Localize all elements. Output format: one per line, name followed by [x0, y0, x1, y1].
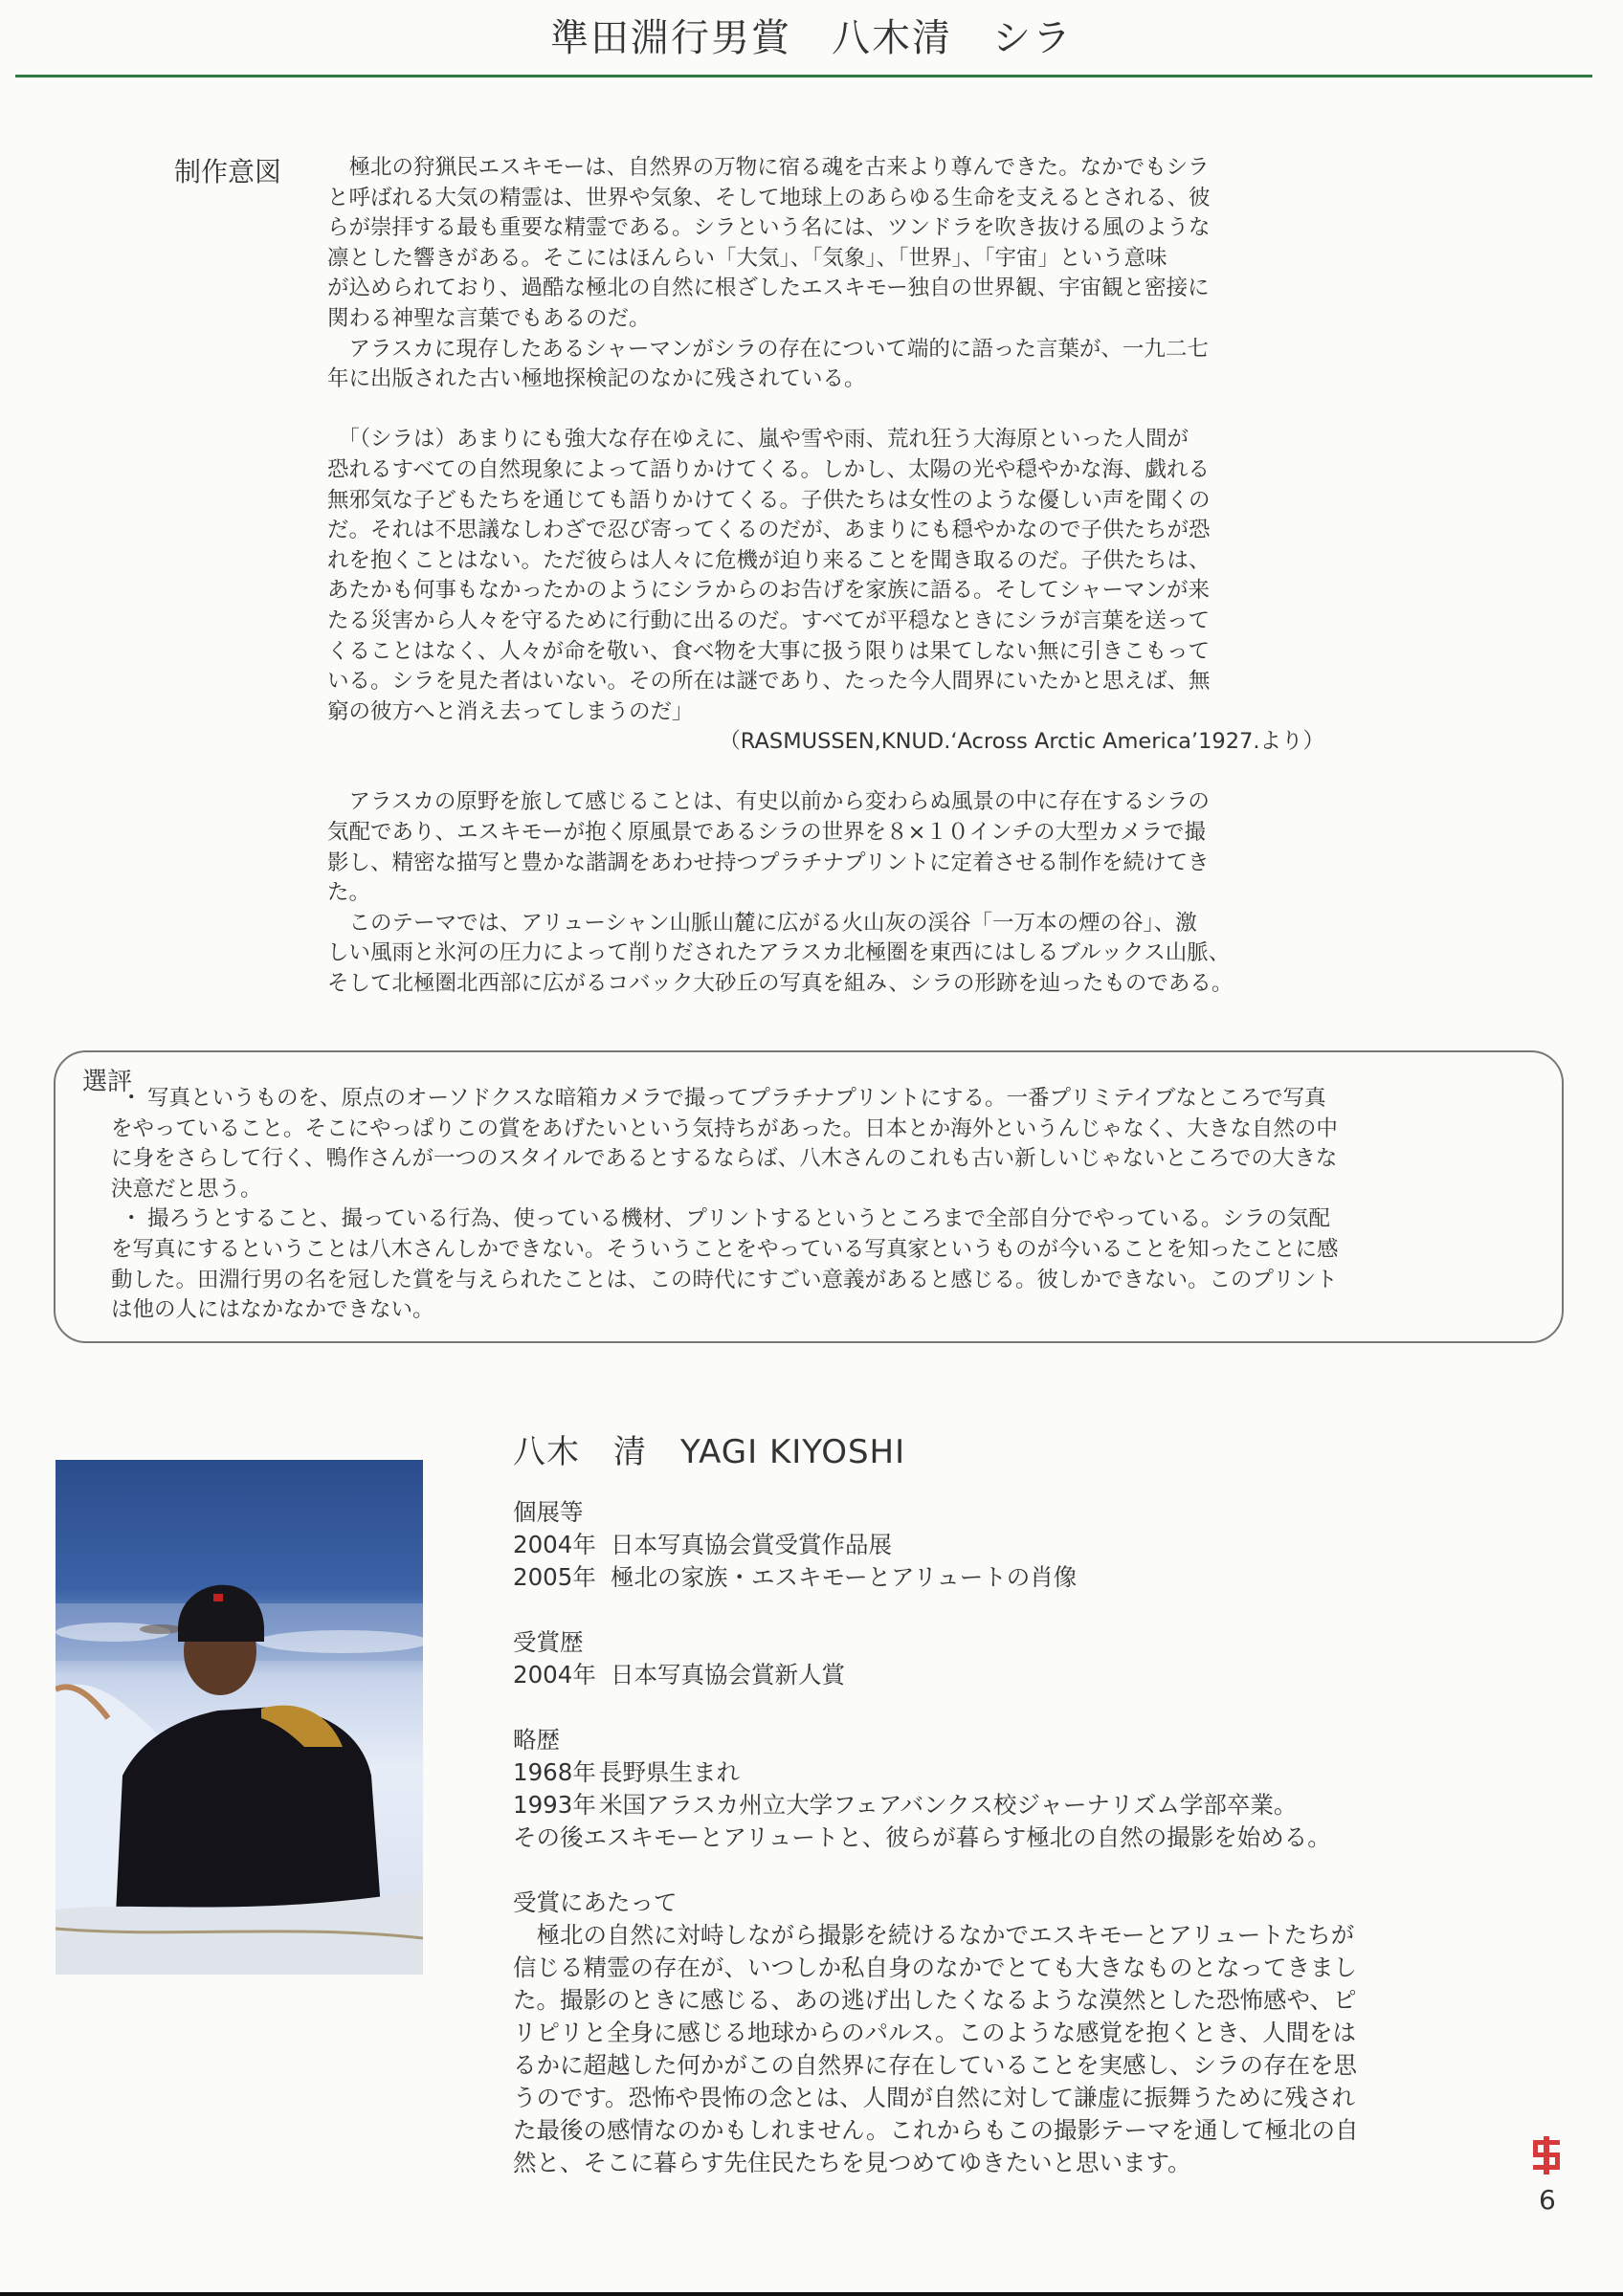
quote-line: あたかも何事もなかったかのようにシラからのお告げを家族に語る。そしてシャーマンが来 [327, 578, 1211, 604]
portrait-illustration [56, 1460, 423, 1975]
quote-line: 無邪気な子どもたちを通じても語りかけてくる。子供たちは女性のような優しい声を聞くの [327, 487, 1211, 513]
history-item [513, 1756, 1508, 1789]
intent-line: 関わる神聖な言葉でもあるのだ。 [327, 305, 651, 331]
exhibition-item [513, 1529, 1508, 1561]
bullet-icon: ・ [121, 1206, 143, 1232]
year: 1968年 [513, 1758, 596, 1786]
history-text: 長野県生まれ [599, 1758, 740, 1786]
paragraph-gap [327, 395, 1332, 426]
review-item-line: を写真にするということは八木さんしかできない。そういうことをやっている写真家というものが今いることを知ったことに感 [111, 1236, 1339, 1262]
review-item-line: に身をさらして行く、鴨作さんが一つのスタイルであるとするならば、八木さんのこれも古い新しいじゃないところでの大きな [111, 1146, 1338, 1172]
review-item-line: をやっていること。そこにやっぱりこの賞をあげたいという気持ちがあった。日本とか海外というんじゃなく、大きな自然の中 [111, 1115, 1338, 1141]
intent-line: アラスカに現存したあるシャーマンがシラの存在について端的に語った言葉が、一九二七 [327, 336, 1209, 362]
bullet-icon: ・ [121, 1086, 143, 1111]
quote-line: くることはなく、人々が命を敬い、食べ物を大事に扱う限りは果てしない無に引きこもって [327, 638, 1211, 664]
header-divider [15, 75, 1592, 77]
quote-line: だ。それは不思議なしわざで忍び寄ってくるのだが、あまりにも穏やかなので子供たちが恐 [327, 518, 1211, 543]
year: 2005年 [513, 1563, 596, 1591]
intent-line: 凛とした響きがある。そこにはほんらい「大気」、「気象」、「世界」、「宇宙」という意味 [327, 245, 1167, 271]
quote-line: たる災害から人々を守るために行動に出るのだ。すべてが平穏なときにシラが言葉を送って [327, 607, 1211, 633]
exhibition-text: 日本写真協会賞受賞作品展 [611, 1531, 892, 1558]
statement-line: うのです。恐怖や畏怖の念とは、人間が自然に対して謙虚に振舞うために残され [513, 2084, 1356, 2111]
review-body [111, 1084, 1527, 1326]
exhibition-item [513, 1561, 1508, 1594]
quote-line: 「（シラは）あまりにも強大な存在ゆえに、嵐や雪や雨、荒れ狂う大海原といった人間が [327, 427, 1189, 453]
review-heading: 選評 [82, 1068, 133, 1096]
intent-label: 制作意図 [174, 156, 282, 188]
award-text: 日本写真協会賞新人賞 [611, 1661, 845, 1689]
statement-line: 信じる精霊の存在が、いつしか私自身のなかでとても大きなものとなってきまし [513, 1954, 1357, 1981]
review-item-line: 決意だと思う。 [111, 1176, 262, 1202]
intent-line: アラスカの原野を旅して感じることは、有史以前から変わらぬ風景の中に存在するシラの [327, 789, 1210, 815]
quote-line: 窮の彼方へと消え去ってしまうのだ」 [327, 698, 694, 724]
review-text: 写真というものを、原点のオーソドクスな暗箱カメラで撮ってプラチナプリントにする。一番プリミテイブなところで写真 [147, 1086, 1326, 1111]
intent-line: た。 [327, 880, 371, 906]
quote-line: 恐れるすべての自然現象によって語りかけてくる。しかし、太陽の光や穏やかな海、戯れる [327, 456, 1211, 482]
section-gap [513, 1691, 1508, 1724]
statement-line: 極北の自然に対峙しながら撮影を続けるなかでエスキモーとアリュートたちが [513, 1921, 1355, 1949]
review-item-line: は他の人にはなかなかできない。 [111, 1297, 434, 1323]
intent-line: 極北の狩猟民エスキモーは、自然界の万物に宿る魂を古来より尊んできた。なかでもシラ [327, 155, 1210, 180]
history-continuation: その後エスキモーとアリュートと、彼らが暮らす極北の自然の撮影を始める。 [513, 1823, 1331, 1851]
section-gap [513, 1854, 1508, 1887]
quote-line: れを抱くことはない。ただ彼らは人々に危機が迫り来ることを聞き取るのだ。子供たちは、 [327, 547, 1211, 573]
statement-line: 然と、そこに暮らす先住民たちを見つめてゆきたいと思います。 [513, 2149, 1191, 2176]
intent-line: しい風雨と氷河の圧力によって削りだされたアラスカ北極圏を東西にはしるブルックス山脈、 [327, 940, 1231, 966]
intent-line: と呼ばれる大気の精霊は、世界や気象、そして地球上のあらゆる生命を支えるとされる、彼 [327, 185, 1211, 210]
intent-text [327, 153, 1332, 1000]
intent-line: 影し、精密な描写と豊かな諧調をあわせ持つプラチナプリントに定着させる制作を続けてき [327, 850, 1210, 875]
review-item-line: 動した。田淵行男の名を冠した賞を与えられたことは、この時代にすごい意義があると感じる。彼しかできない。このプリント [111, 1267, 1338, 1292]
intent-line: が込められており、過酷な極北の自然に根ざしたエスキモー独自の世界観、宇宙観と密接に [327, 276, 1210, 301]
section-gap [513, 1594, 1508, 1626]
review-text: 撮ろうとすること、撮っている行為、使っている機材、プリントするというところまで全部自分でやっている。シラの気配 [147, 1206, 1330, 1232]
bio-section [513, 1496, 1508, 2179]
award-mark-icon [1531, 2136, 1562, 2175]
statement-heading: 受賞にあたって [513, 1888, 678, 1916]
awards-heading: 受賞歴 [513, 1628, 584, 1656]
quote-citation: （RASMUSSEN,KNUD.‘Across Arctic America’1927.より） [719, 729, 1324, 755]
intent-line: 年に出版された古い極地探検記のなかに残されている。 [327, 366, 866, 392]
bottom-border [0, 2292, 1623, 2296]
intent-line: らが崇拝する最も重要な精霊である。シラという名には、ツンドラを吹き抜ける風のような [327, 215, 1211, 241]
mark-glyph [1531, 2136, 1562, 2175]
review-item-line [111, 1204, 1527, 1235]
exhibitions-heading: 個展等 [513, 1498, 584, 1526]
exhibition-text: 極北の家族・エスキモーとアリュートの肖像 [611, 1563, 1078, 1591]
intent-line: このテーマでは、アリューシャン山脈山麓に広がる火山灰の渓谷「一万本の煙の谷」、激 [327, 910, 1197, 936]
year: 2004年 [513, 1531, 596, 1558]
statement-line: るかに超越した何かがこの自然界に存在していることを実感し、シラの存在を思 [513, 2051, 1357, 2079]
review-item-line [111, 1084, 1527, 1115]
award-item [513, 1659, 1508, 1691]
page-title: 準田淵行男賞 八木清 シラ [550, 16, 1073, 60]
intent-line: そして北極圏北西部に広がるコバック大砂丘の写真を組み、シラの形跡を辿ったものである。 [327, 971, 1234, 997]
statement-line: た。撮影のときに感じる、あの逃げ出したくなるような漠然とした恐怖感や、ピ [513, 1986, 1357, 2014]
history-text: 米国アラスカ州立大学フェアバンクス校ジャーナリズム学部卒業。 [599, 1791, 1298, 1819]
photographer-name: 八木 清 YAGI KIYOSHI [513, 1433, 906, 1471]
page-number: 6 [1539, 2184, 1556, 2216]
year: 2004年 [513, 1661, 596, 1689]
year: 1993年 [513, 1791, 596, 1819]
history-heading: 略歴 [513, 1726, 560, 1754]
statement-line: た最後の感情なのかもしれません。これからもこの撮影テーマを通して極北の自 [513, 2116, 1359, 2144]
quote-line: いる。シラを見た者はいない。その所在は謎であり、たった今人間界にいたかと思えば、無 [327, 669, 1211, 695]
history-item [513, 1789, 1508, 1821]
intent-line: 気配であり、エスキモーが抱く原風景であるシラの世界を８×１０インチの大型カメラで撮 [327, 820, 1206, 846]
paragraph-gap [327, 758, 1332, 788]
portrait-photo [56, 1460, 423, 1975]
statement-line: リピリと全身に感じる地球からのパルス。このような感覚を抱くとき、人間をは [513, 2019, 1357, 2046]
